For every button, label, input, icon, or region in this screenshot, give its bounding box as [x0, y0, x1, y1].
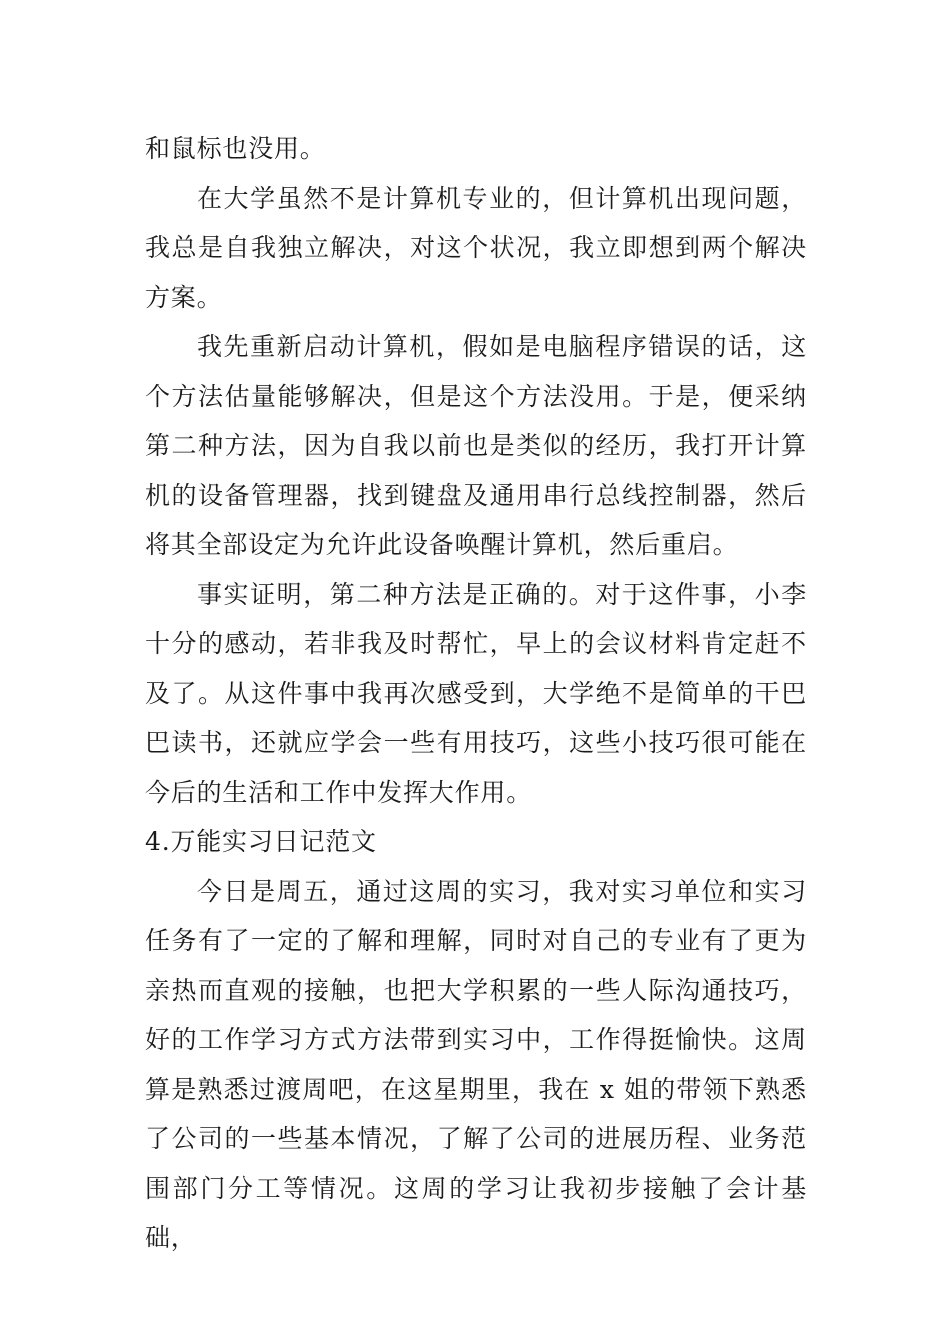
paragraph: 我先重新启动计算机，假如是电脑程序错误的话，这个方法估量能够解决，但是这个方法没用。于是，便采纳第二种方法，因为自我以前也是类似的经历，我打开计算机的设备管理器，找到键盘及通用串行总线控制器，然后将其全部设定为允许此设备唤醒计算机，然后重启。: [145, 332, 807, 559]
section-heading: 4.万能实习日记范文: [145, 827, 377, 856]
document-body: [145, 124, 807, 1263]
paragraph: 事实证明，第二种方法是正确的。对于这件事，小李十分的感动，若非我及时帮忙，早上的会议材料肯定赶不及了。从这件事中我再次感受到，大学绝不是简单的干巴巴读书，还就应学会一些有用技巧，这些小技巧很可能在今后的生活和工作中发挥大作用。: [145, 579, 807, 807]
paragraph: 在大学虽然不是计算机专业的，但计算机出现问题，我总是自我独立解决，对这个状况，我立即想到两个解决方案。: [145, 183, 807, 312]
paragraph: 今日是周五，通过这周的实习，我对实习单位和实习任务有了一定的了解和理解，同时对自己的专业有了更为亲热而直观的接触，也把大学积累的一些人际沟通技巧，好的工作学习方式方法带到实习中，工作得挺愉快。这周算是熟悉过渡周吧，在这星期里，我在 x 姐的带领下熟悉了公司的一些基本情况，了解了公司的进展历程、业务范围部门分工等情况。这周的学习让我初步接触了会计基础，: [145, 876, 807, 1252]
paragraph-continuation: 和鼠标也没用。: [145, 134, 326, 163]
